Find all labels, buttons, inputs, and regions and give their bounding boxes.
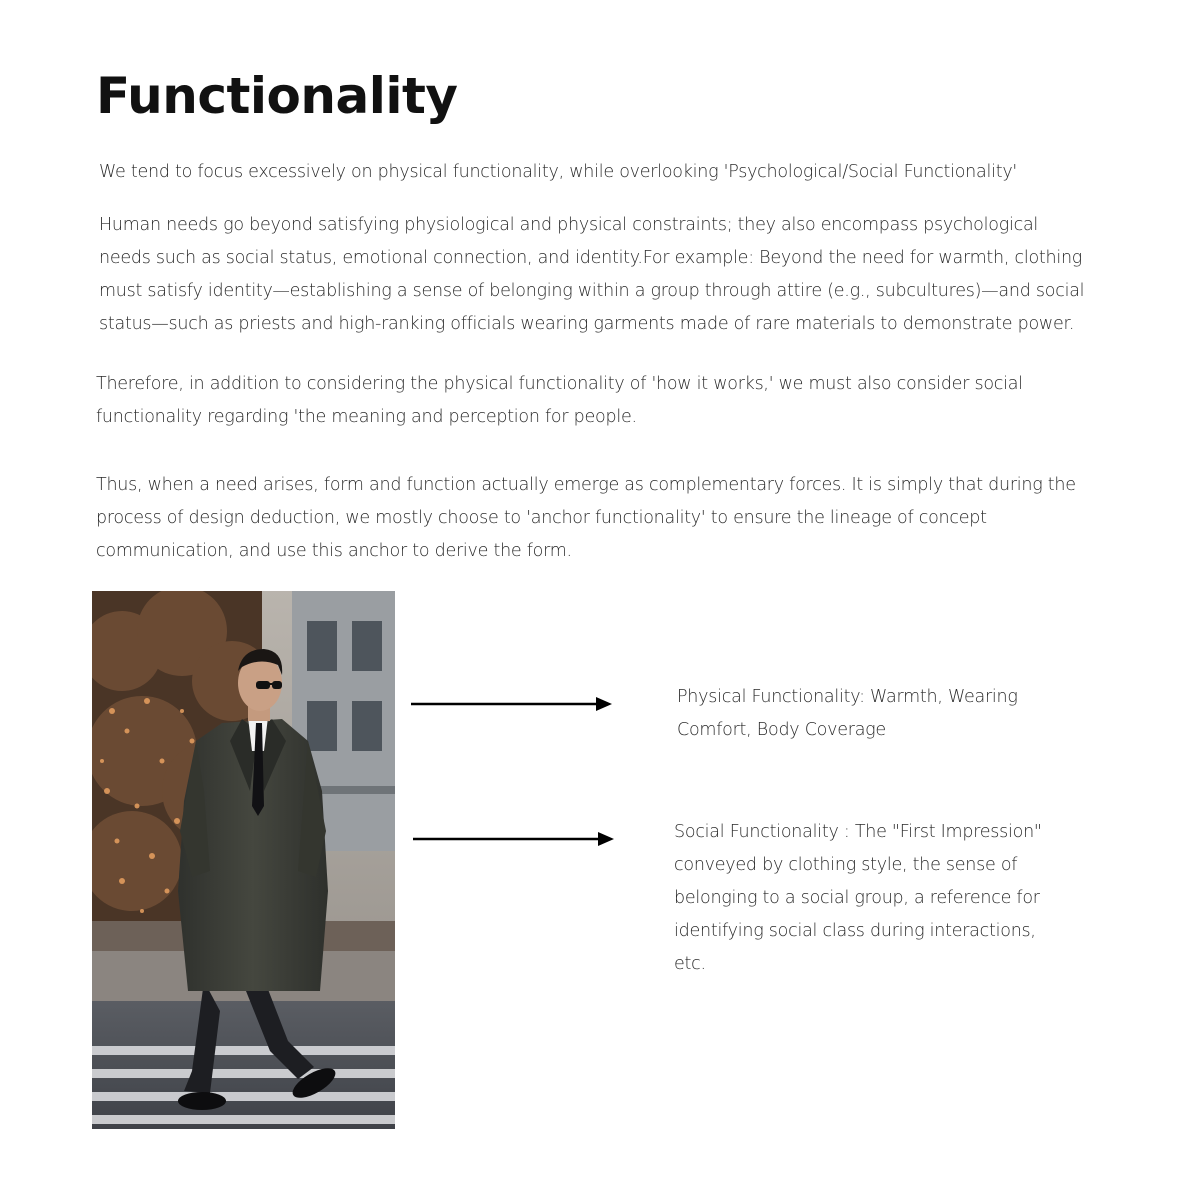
- therefore-paragraph: Therefore, in addition to considering the physical functionality of 'how it works,' we must also consider social functionality regarding 'the meaning and perception for people.: [96, 374, 1023, 427]
- physical-arrow-icon: [410, 694, 614, 714]
- needs-paragraph: Human needs go beyond satisfying physiological and physical constraints; they also encompass psychological needs such as social status, emotional connection, and identity.For example: Beyond the need for warmth, clothing must satisfy identity—establishing a sense of belonging within a group through attire (e.g., subcultures)—and social status—such as priests and high-ranking officials wearing garments made of rare materials to demonstrate power.: [99, 215, 1085, 334]
- page-title: Functionality: [96, 67, 458, 125]
- thus-paragraph: Thus, when a need arises, form and function actually emerge as complementary forces. It is simply that during the process of design deduction, we mostly choose to 'anchor functionality' to ensure the lineage of concept communication, and use this anchor to derive the form.: [96, 475, 1076, 561]
- intro-paragraph: We tend to focus excessively on physical functionality, while overlooking 'Psychological/Social Functionality': [99, 162, 1017, 182]
- social-arrow-icon: [412, 829, 616, 849]
- man-in-overcoat-photo: [92, 591, 395, 1129]
- social-functionality-note: Social Functionality : The "First Impression" conveyed by clothing style, the sense of belonging to a social group, a reference for identifying social class during interactions, etc.: [674, 822, 1042, 974]
- physical-functionality-note: Physical Functionality: Warmth, Wearing Comfort, Body Coverage: [677, 687, 1018, 740]
